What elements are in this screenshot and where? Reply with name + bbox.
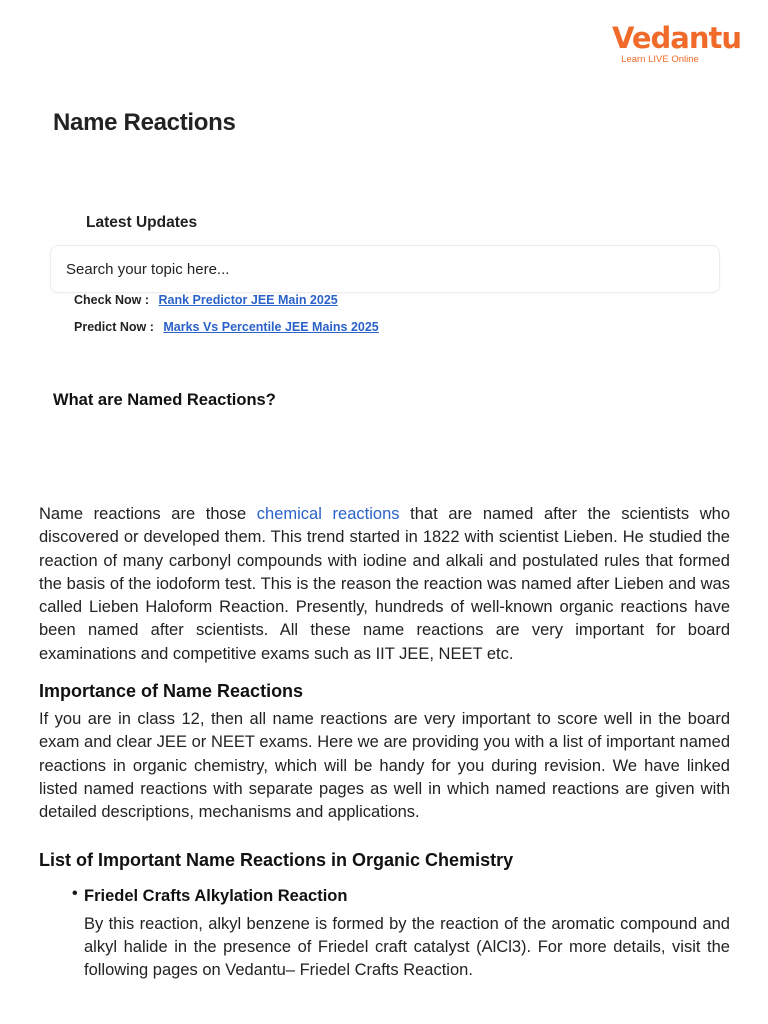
update-label: Predict Now : <box>74 320 154 334</box>
reaction-description: By this reaction, alkyl benzene is formed by the reaction of the aromatic compound and alkyl halide in the presence of Friedel craft catalyst (AlCl3). For more details, visit the following pages on Vedantu– Friedel Crafts Reaction. <box>84 914 730 980</box>
page-title: Name Reactions <box>53 109 236 136</box>
chemical-reactions-link[interactable]: chemical reactions <box>256 505 400 523</box>
latest-updates-heading: Latest Updates <box>86 214 198 231</box>
list-heading: List of Important Name Reactions in Organic Chemistry <box>39 849 514 870</box>
importance-heading: Importance of Name Reactions <box>39 681 304 702</box>
what-are-named-reactions-heading: What are Named Reactions? <box>53 391 276 409</box>
intro-text-start: Name reactions are those <box>39 505 257 523</box>
search-input[interactable] <box>50 245 720 293</box>
importance-paragraph: If you are in class 12, then all name reactions are very important to score well in the board exam and clear JEE or NEET exams. Here we are providing you with a list of important named reactions in organic chemistry, which will be handy for you during revision. We have linked listed named reactions with separate pages as well in which named reactions are given with detailed descriptions, mechanisms and applications. <box>39 710 730 822</box>
update-item-predict-now <box>74 320 379 334</box>
vedantu-logo[interactable] <box>612 21 742 65</box>
intro-paragraph <box>39 503 730 666</box>
article-body <box>39 503 730 982</box>
marks-vs-percentile-link[interactable]: Marks Vs Percentile JEE Mains 2025 <box>163 320 379 334</box>
logo-wordmark: Vedantu <box>612 21 742 55</box>
logo-tagline: Learn LIVE Online <box>621 54 699 65</box>
reaction-list <box>39 885 730 983</box>
update-item-check-now <box>74 293 338 307</box>
reaction-title: Friedel Crafts Alkylation Reaction <box>84 886 348 905</box>
list-item <box>61 885 730 983</box>
search-placeholder: Search your topic here... <box>66 260 230 278</box>
bullet-icon: • <box>72 884 78 902</box>
update-label: Check Now : <box>74 293 150 307</box>
intro-text-end: that are named after the scientists who discovered or developed them. This trend started in 1822 with scientist Lieben. He studied the reaction of many carbonyl compounds with iodine and alkali and postulated rules that formed the basis of the iodoform test. This is the reason the reaction was named after Lieben and was called Lieben Haloform Reaction. Presently, hundreds of well-known organic reactions have been named after scientists. All these name reactions are very important for board examinations and competitive exams such as IIT JEE, NEET etc. <box>39 505 730 663</box>
rank-predictor-link[interactable]: Rank Predictor JEE Main 2025 <box>158 293 338 307</box>
